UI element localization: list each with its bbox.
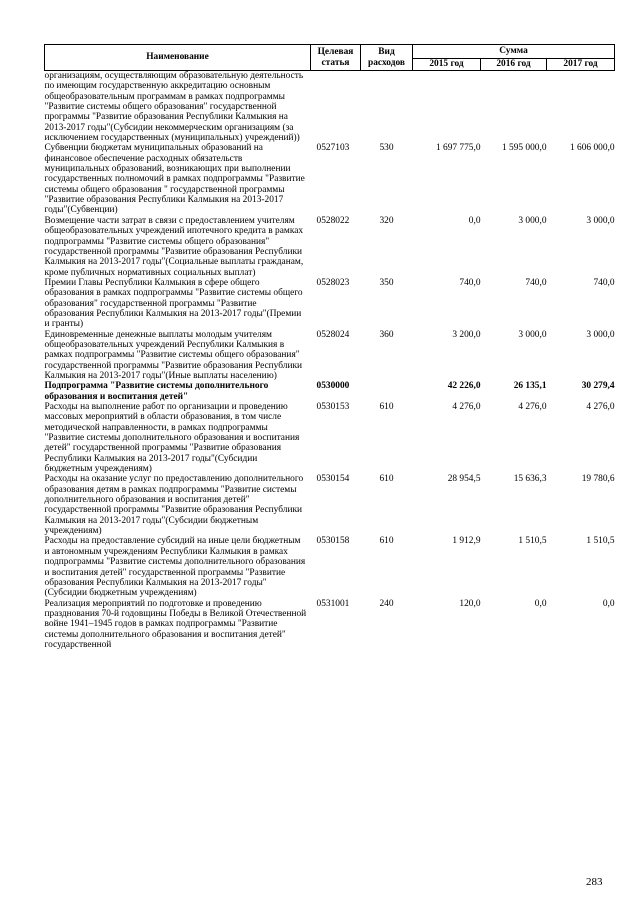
header-name: Наименование xyxy=(45,45,311,71)
row-name: Реализация мероприятий по подготовке и проведению празднования 70-й годовщины Победы в Великой Отечественной войне 1941–1945 годов в рамках подпрограммы "Развитие системы дополнительного образования и воспитания детей" государственной xyxy=(44,598,307,650)
table-row xyxy=(45,402,615,474)
row-article: 0530158 xyxy=(316,536,350,547)
row-article: 0528024 xyxy=(316,329,350,340)
row-sum-2017: 30 279,4 xyxy=(581,381,615,392)
table-row xyxy=(45,474,615,536)
table-body xyxy=(45,71,615,651)
table-header xyxy=(45,45,615,71)
row-type xyxy=(361,71,413,144)
row-type: 240 xyxy=(379,598,394,609)
row-type: 610 xyxy=(379,536,394,547)
row-sum-2017: 3 000,0 xyxy=(586,329,615,340)
row-sum-2016: 740,0 xyxy=(525,277,547,288)
row-type: 610 xyxy=(379,474,394,485)
row-type: 530 xyxy=(379,143,394,154)
row-sum-2017: 1 510,5 xyxy=(586,536,615,547)
header-type: Вид расходов xyxy=(361,45,413,71)
row-sum-2015: 1 697 775,0 xyxy=(435,143,481,154)
row-sum-2016: 26 135,1 xyxy=(513,381,547,392)
table-row xyxy=(45,143,615,215)
row-sum-2015: 3 200,0 xyxy=(452,329,481,340)
row-type: 350 xyxy=(379,277,394,288)
row-sum-2016: 1 510,5 xyxy=(518,536,547,547)
row-sum-2015: 120,0 xyxy=(459,598,481,609)
page-number: 283 xyxy=(586,876,603,888)
header-year-2015: 2015 год xyxy=(413,59,481,71)
row-sum-2016: 0,0 xyxy=(534,598,547,609)
row-name: организациям, осуществляющим образовательную деятельность по имеющим государственную аккредитацию основным общеобразовательным программам в рамках подпрограммы "Развитие системы общего образования" государственной программы "Развитие образования Республики Калмыкия на 2013-2017 годы"(Субсидии некоммерческим организациям (за исключением государственных (муниципальных) учреждений)) xyxy=(44,71,304,144)
table-row xyxy=(45,216,615,278)
row-name: Расходы на оказание услуг по предоставлению дополнительного образования детям в рамках подпрограммы "Развитие системы дополнительного образования и воспитания детей" государственной программы "Развитие образования Республики Калмыкия на 2013-2017 годы"(Субсидии бюджетным учреждениям) xyxy=(44,474,304,537)
row-sum-2015: 4 276,0 xyxy=(452,402,481,412)
row-sum-2017: 1 606 000,0 xyxy=(570,143,615,154)
row-article xyxy=(311,71,361,144)
row-article: 0530154 xyxy=(316,474,350,485)
row-sum-2017: 740,0 xyxy=(593,277,615,288)
row-sum-2015: 740,0 xyxy=(459,277,481,288)
row-type: 610 xyxy=(379,402,394,412)
document-page xyxy=(44,44,614,650)
row-name: Премии Главы Республики Калмыкия в сфере общего образования в рамках подпрограммы "Развитие системы общего образования" государственной программы "Развитие образования Республики Калмыкия на 2013-2017 годы"(Премии и гранты) xyxy=(44,277,303,330)
row-sum-2016: 4 276,0 xyxy=(518,402,547,412)
row-sum-2016 xyxy=(481,71,547,144)
row-name: Субвенции бюджетам муниципальных образований на финансовое обеспечение расходных обязательств муниципальных образований, возникающих при выполнении государственных полномочий в рамках подпрограммы "Развитие системы общего образования " государственной программы "Развитие образования Республики Калмыкия на 2013-2017 годы"(Субвенции) xyxy=(44,143,305,216)
row-sum-2016: 3 000,0 xyxy=(518,329,547,340)
table-row xyxy=(45,536,615,598)
row-article: 0530153 xyxy=(316,402,350,412)
row-name: Возмещение части затрат в связи с предоставлением учителям общеобразовательных учреждений ипотечного кредита в рамках подпрограммы "Развитие системы общего образования" государственной программы "Развитие образования Республики Калмыкия на 2013-2017 годы"(Социальные выплаты гражданам, кроме публичных нормативных социальных выплат) xyxy=(44,215,304,278)
row-sum-2016: 15 636,3 xyxy=(513,474,547,485)
row-article: 0528022 xyxy=(316,215,350,226)
row-sum-2015: 0,0 xyxy=(468,215,481,226)
row-article: 0527103 xyxy=(316,143,350,154)
row-type: 360 xyxy=(379,329,394,340)
header-year-2016: 2016 год xyxy=(481,59,547,71)
row-sum-2017: 19 780,6 xyxy=(581,474,615,485)
row-sum-2015: 42 226,0 xyxy=(447,381,481,392)
header-article: Целевая статья xyxy=(311,45,361,71)
row-name: Расходы на выполнение работ по организации и проведению массовых мероприятий в области образования, в том числе методической направленности, в рамках подпрограммы "Развитие системы дополнительного образования и воспитания детей" государственной программы "Развитие образования Республики Калмыкия на 2013-2017 годы"(Субсидии бюджетным учреждениям) xyxy=(44,402,300,475)
table-row xyxy=(45,381,615,402)
row-article: 0531001 xyxy=(316,598,350,609)
header-sum: Сумма xyxy=(413,45,615,59)
header-year-2017: 2017 год xyxy=(547,59,615,71)
table-row xyxy=(45,330,615,382)
row-sum-2017: 4 276,0 xyxy=(586,402,615,412)
table-row xyxy=(45,71,615,144)
row-sum-2017: 0,0 xyxy=(602,598,615,609)
budget-table xyxy=(44,44,615,650)
row-sum-2015 xyxy=(413,71,481,144)
row-type: 320 xyxy=(379,215,394,226)
row-type xyxy=(361,381,413,402)
row-sum-2015: 1 912,9 xyxy=(452,536,481,547)
row-name: Подпрограмма "Развитие системы дополнительного образования и воспитания детей" xyxy=(44,381,269,402)
table-row xyxy=(45,278,615,330)
row-article: 0530000 xyxy=(316,381,350,392)
row-sum-2017: 3 000,0 xyxy=(586,215,615,226)
table-row xyxy=(45,599,615,651)
row-name: Расходы на предоставление субсидий на иные цели бюджетным и автономным учреждениям Республики Калмыкия в рамках подпрограммы "Развитие системы дополнительного образования и воспитания детей" государственной программы "Развитие образования Республики Калмыкия на 2013-2017 годы"(Субсидии бюджетным учреждениям) xyxy=(44,536,306,599)
row-sum-2016: 3 000,0 xyxy=(518,215,547,226)
row-name: Единовременные денежные выплаты молодым учителям общеобразовательных учреждений Республики Калмыкия в рамках подпрограммы "Развитие системы общего образования" государственной программы "Развитие образования Республики Калмыкия на 2013-2017 годы"(Иные выплаты населению) xyxy=(44,329,303,381)
row-sum-2015: 28 954,5 xyxy=(447,474,481,485)
row-sum-2016: 1 595 000,0 xyxy=(501,143,547,154)
row-sum-2017 xyxy=(547,71,615,144)
row-article: 0528023 xyxy=(316,277,350,288)
